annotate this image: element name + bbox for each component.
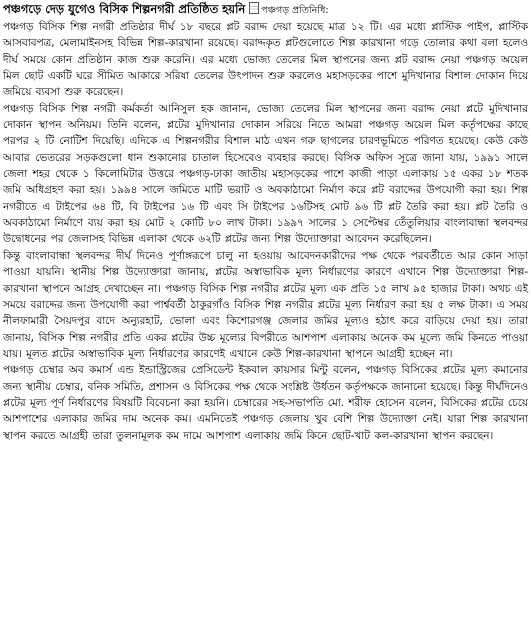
article-paragraph-3: কিন্তু বাংলাবান্ধা স্থলবন্দর দীর্ঘ দিনেও পূর্ণাঙ্গরূপে চালু না হওয়ায় আবেদনকারীদের পক্ষ থেকে পরবর্তীতে আর কোন সাড়া পাওয়া যায়নি। স্থানীয় শিল্প উদ্যোক্তারা জানায়, প্লটের অস্বাভাবিক মূল্য নির্ধারণের কারণে এখানে শিল্প উদ্যোক্তারা শিল্প-কারখানা স্থাপনে আগ্রহ দেখাচ্ছেন না। পঞ্চগড় বিসিক শিল্প নগরীর প্লটের মূল্য এক প্রতি ১৫ লাখ ৯৫ হাজার টাকা। অথচ এই সময়ে বরাদ্দের জন্য উপযোগী করা পার্শ্ববর্তী ঠাকুরগাঁও বিসিক শিল্প নগরীর প্লটের মূল্য নির্ধারণ করা হয় ৫ লক্ষ টাকা। এ সময় নীলফামারী সৈয়দপুর বাদে অন্যুরহাট, ভোলা এবং কিশোরগঞ্জ জেলার জমির মূল্যও হঠাৎ করে বাড়িয়ে দেয়া হয়। তারা জানায়, বিসিক শিল্প নগরীর প্রতি একর প্লটের উচ্চ মূল্যের বিপরীতে আশপাশ এলাকায় অনেক কম মূল্যে জমি কিনতে পাওয়া যায়। মূলত প্লটের অস্বাভাবিক মূল্য নির্ধারণের কারণেই এখানে কেউ শিল্প-কারখানা স্থাপনে আগ্রহী হচ্ছেন না। [3, 249, 528, 360]
article-paragraph-1: পঞ্চগড় বিসিক শিল্প নগরী প্রতিষ্ঠার দীর্ঘ ১৮ বছরে প্লট বরাদ্দ দেয়া হয়েছে মাত্র ১২ টি। এর মধ্যে প্লাস্টিক পাইপ, প্লাস্টিক আসবাবপত্র, মেলামাইনসহ বিভিন্ন শিল্প-কারখানা রয়েছে। বরাদ্দকৃত প্লটগুলোতে শিল্প কারখানা গড়ে তোলার কথা বলা হলেও দীর্ঘ সময়ে কোন প্রতিষ্ঠান কাজ শুরু করেনি। এর মধ্যে ভোজ্য তেলের মিল স্থাপনের জন্য প্লট বরাদ্দ নেয়া পঞ্চগড় অয়েল মিল ছোট একটি ঘরে সীমিত আকারে সরিষা তেলের উৎপাদন শুরু করলেও মহাসড়কের পাশে মুদিখানার বিশাল দোকান দিয়ে জমিয়ে ব্যবসা শুরু করেছেন। [3, 21, 528, 99]
article-paragraph-4: পঞ্চগড় চেম্বার অব কমার্স এন্ড ইন্ডাস্ট্রিজের প্রেসিডেন্ট ইকবাল কায়সার মিন্টু বলেন, পঞ্চগড় বিসিকের প্লটের মূল্য কমানোর জন্য স্থানীয় চেম্বার, বনিক সমিতি, প্রশাসন ও বিসিকের পক্ষ থেকে সংশ্লিষ্ট উর্ধতন কর্তৃপক্ষকে জানানো হয়েছে। কিন্তু দীর্ঘদিনেও প্লটের মূল্য পূর্ণ নির্ধারণের বিষয়টি বিবেচনা করা হয়নি। চেম্বারের সহ-সভাপতি মো. শরীফ হোসেন বলেন, বিসিকের প্লটের চেয়ে আশপাশের এলাকার জমির দাম অনেক কম। এমনিতেই পঞ্চগড় জেলায় খুব বেশি শিল্প উদ্যোক্তা নেই। যারা শিল্প কারখানা স্থাপন করতে আগ্রহী তারা তুলনামূলক কম দামে আশপাশ এলাকায় জমি কিনে ছোট-খাট কল-কারখানা স্থাপন করছেন। [3, 364, 528, 442]
byline: পঞ্চগড় প্রতিনিধি: [261, 5, 329, 16]
headline-row [3, 1, 528, 19]
headline: পঞ্চগড়ে দেড় যুগেও বিসিক শিল্পনগরী প্রতিষ্ঠিত হয়নি [3, 2, 246, 16]
article-paragraph-2: পঞ্চগড় বিসিক শিল্প নগরী কর্মকর্তা আনিসুল হক জানান, ভোজ্য তেলের মিল স্থাপনের জন্য বরাদ্দ নেয়া প্লটে মুদিখানার দোকান স্থাপন অনিয়ম। তিনি বলেন, প্লটের মুদিখানার দোকান সরিয়ে নিতে আমরা পঞ্চগড় অয়েল মিল কর্তৃপক্ষের কাছে পরপর ২ টি নোটিশ দিয়েছি। এদিকে এ শিল্পনগরীর বিশাল মাঠ এখন গরু ছাগলের চারণভূমিতে পরিণত হয়েছে। কেউ কেউ আবার ভেতরের সড়কগুলো ধান শুকানোর চাতাল হিসেবেও ব্যবহার করছে। বিসিক অফিস সূত্রে জানা যায়, ১৯৯১ সালে জেলা শহর থেকে ১ কিলোমিটার উত্তরে পঞ্চগড়-ঢাকা জাতীয় মহাসড়কের পাশে কাজী পাড়া এলাকায় ১৫ একর ১৮ শতক জমি অধিগ্রহণ করা হয়। ১৯৯৪ সালে জমিতে মাটি ভরাট ও অবকাঠামো নির্মাণ করে প্লট বরাদ্দের উপযোগী করা হয়। শিল্প নগরীতে এ টাইপের ৬৪ টি, বি টাইপের ১৬ টি এবং সি টাইপের ১৬টিসহ মোট ৯৬ টি প্লট তৈরি করা হয়। প্লট তৈরি ও অবকাঠামো নির্মাণে ব্যয় করা হয় মোট ২ কোটি ৮০ লাখ টাকা। ১৯৯৭ সালের ১ সেপ্টেম্বর তেঁতুলিয়ার বাংলাবান্ধা স্থলবন্দর উদ্বোধনের পর জেলাসহ বিভিন্ন এলাকা থেকে ৬২টি প্লটের জন্য শিল্প উদ্যোক্তারা আবেদন করেছিলেন। [3, 102, 528, 246]
document-icon [249, 2, 259, 14]
